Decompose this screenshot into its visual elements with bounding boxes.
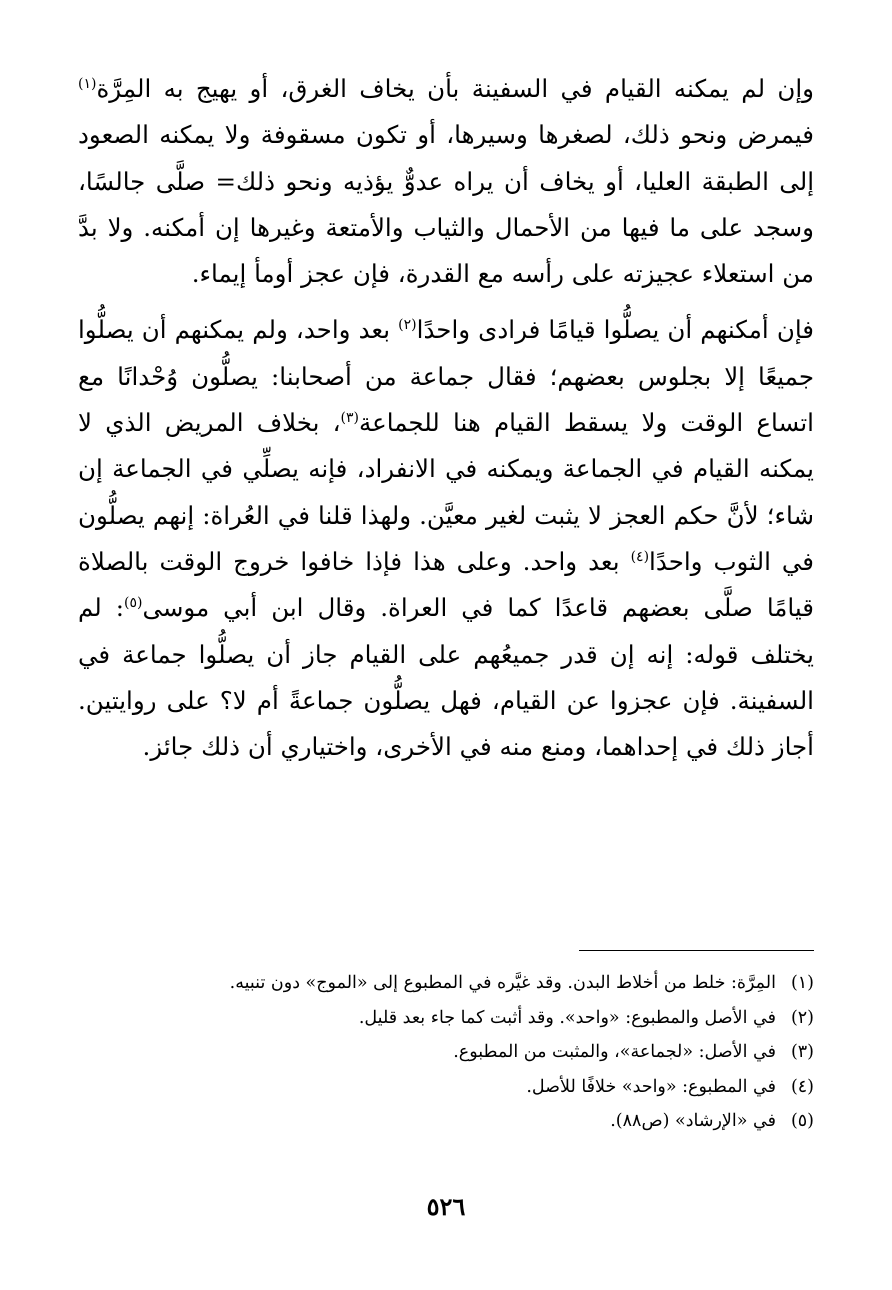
text-segment: وإن لم يمكنه القيام في السفينة بأن يخاف الغرق، أو يهيج به المِرَّة — [96, 74, 814, 103]
paragraph — [78, 307, 814, 770]
paragraph — [78, 66, 814, 297]
footnote-reference: (٣) — [340, 409, 359, 426]
footnote-number: (٣) — [790, 1042, 814, 1062]
footnotes — [78, 966, 814, 1139]
text-segment: بعد واحد، ولم يمكنهم أن يصلُّوا جميعًا إلا بجلوس بعضهم؛ فقال جماعة من أصحابنا: يصلُّون وُحْدانًا مع اتساع الوقت ولا يسقط القيام هنا للجماعة — [78, 315, 814, 438]
footnote-divider — [579, 950, 814, 951]
page-number: ٥٢٦ — [426, 1192, 466, 1221]
footnote-reference: (٥) — [124, 595, 143, 612]
footnote-text: المِرَّة: خلط من أخلاط البدن. وقد غيَّره في المطبوع إلى «الموج» دون تنبيه. — [229, 973, 776, 993]
footnote — [78, 966, 814, 1001]
text-segment: ، بخلاف المريض الذي لا يمكنه القيام في الجماعة ويمكنه في الانفراد، فإنه يصلِّي في الجماعة إن شاء؛ لأنَّ حكم العجز لا يثبت لغير معيَّن. ولهذا قلنا في العُراة: إنهم يصلُّون في الثوب واحدًا — [78, 408, 815, 576]
footnote-reference: (٢) — [398, 317, 417, 334]
footnote — [78, 1070, 814, 1105]
text-segment: فإن أمكنهم أن يصلُّوا قيامًا فرادى واحدًا — [416, 315, 814, 345]
text-segment: بعد واحد. وعلى هذا فإذا خافوا خروج الوقت بالصلاة قيامًا صلَّى بعضهم قاعدًا كما في العراة. وقال ابن أبي موسى — [78, 546, 814, 623]
footnote-number: (٥) — [790, 1111, 814, 1131]
footnote — [78, 1001, 814, 1036]
footnote-text: في المطبوع: «واحد» خلافًا للأصل. — [526, 1076, 776, 1097]
footnote-number: (٢) — [790, 1007, 814, 1028]
footnote-reference: (١) — [78, 75, 97, 92]
footnote-reference: (٤) — [630, 548, 650, 565]
footnote-text: في «الإرشاد» (ص٨٨). — [610, 1111, 776, 1131]
text-segment: : لم يختلف قوله: إنه إن قدر جميعُهم على القيام جاز أن يصلُّوا جماعة في السفينة. فإن عجزوا عن القيام، فهل يصلُّون جماعةً أم لا؟ على روايتين. أجاز ذلك في إحداهما، ومنع منه في الأخرى، واختياري أن ذلك جائز. — [78, 593, 814, 762]
text-segment: فيمرض ونحو ذلك، لصغرها وسيرها، أو تكون مسقوفة ولا يمكنه الصعود إلى الطبقة العليا، أو يخاف أن يراه عدوٌّ يؤذيه ونحو ذلك= صلَّى جالسًا، وسجد على ما فيها من الأحمال والثياب والأمتعة وغيرها إن أمكنه. ولا بدَّ من استعلاء عجيزته على رأسه مع القدرة، فإن عجز أومأ إيماء. — [78, 120, 814, 289]
footnote-text: في الأصل والمطبوع: «واحد». وقد أثبت كما جاء بعد قليل. — [358, 1007, 776, 1028]
footnote-number: (١) — [790, 973, 814, 993]
footnote — [78, 1035, 814, 1070]
footnote-text: في الأصل: «لجماعة»، والمثبت من المطبوع. — [453, 1042, 776, 1062]
footnote-number: (٤) — [790, 1076, 814, 1097]
main-text — [78, 66, 814, 770]
footnote — [78, 1104, 814, 1139]
